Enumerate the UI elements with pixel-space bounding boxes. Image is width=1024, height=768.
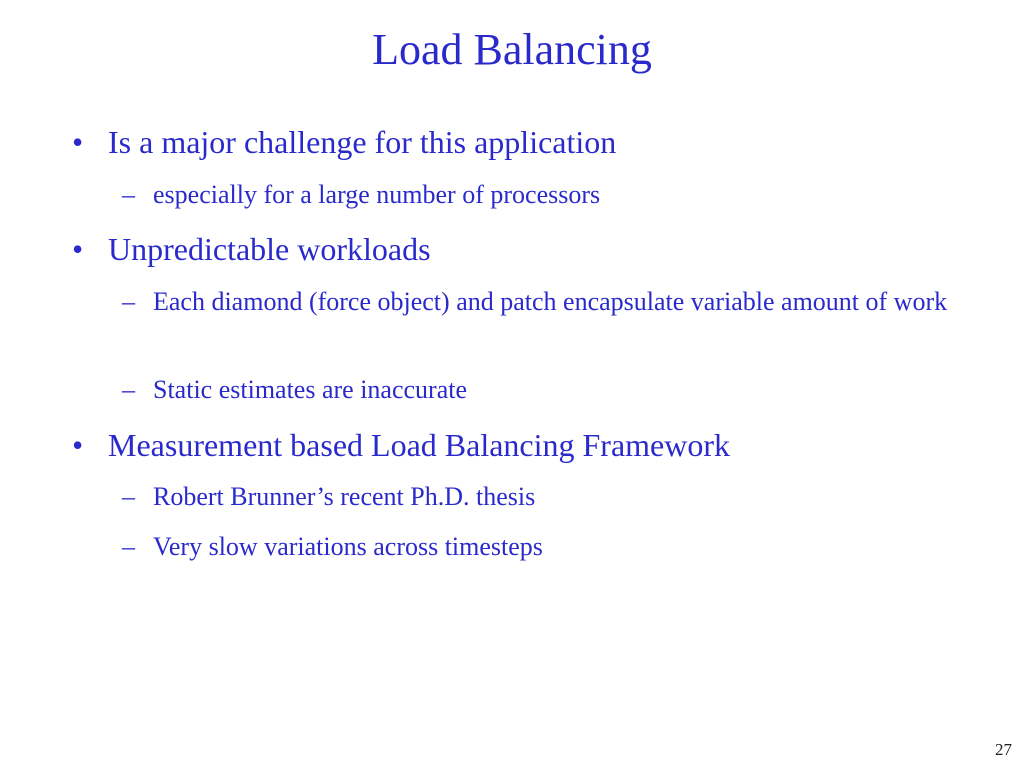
sub-bullet-text: Very slow variations across timesteps — [153, 532, 543, 561]
sub-bullet-text: Static estimates are inaccurate — [153, 375, 468, 404]
bullet-text: Is a major challenge for this application — [108, 124, 617, 160]
bullet-marker: • — [72, 124, 84, 160]
dash-marker: – — [122, 180, 135, 209]
dash-marker: – — [122, 532, 135, 561]
page-number: 27 — [995, 740, 1012, 759]
dash-marker: – — [122, 375, 135, 404]
bullet-text: Unpredictable workloads — [108, 231, 431, 267]
bullet-text: Measurement based Load Balancing Framework — [108, 427, 731, 463]
dash-marker: – — [122, 482, 135, 511]
sub-bullet-text: Robert Brunner’s recent Ph.D. thesis — [153, 482, 536, 511]
dash-marker: – — [122, 287, 135, 316]
bullet-marker: • — [72, 231, 84, 267]
slide-title: Load Balancing — [372, 25, 652, 74]
sub-bullet-text: Each diamond (force object) and patch encapsulate variable amount of work — [153, 287, 948, 316]
sub-bullet-text: especially for a large number of processors — [153, 180, 601, 209]
bullet-marker: • — [72, 427, 84, 463]
